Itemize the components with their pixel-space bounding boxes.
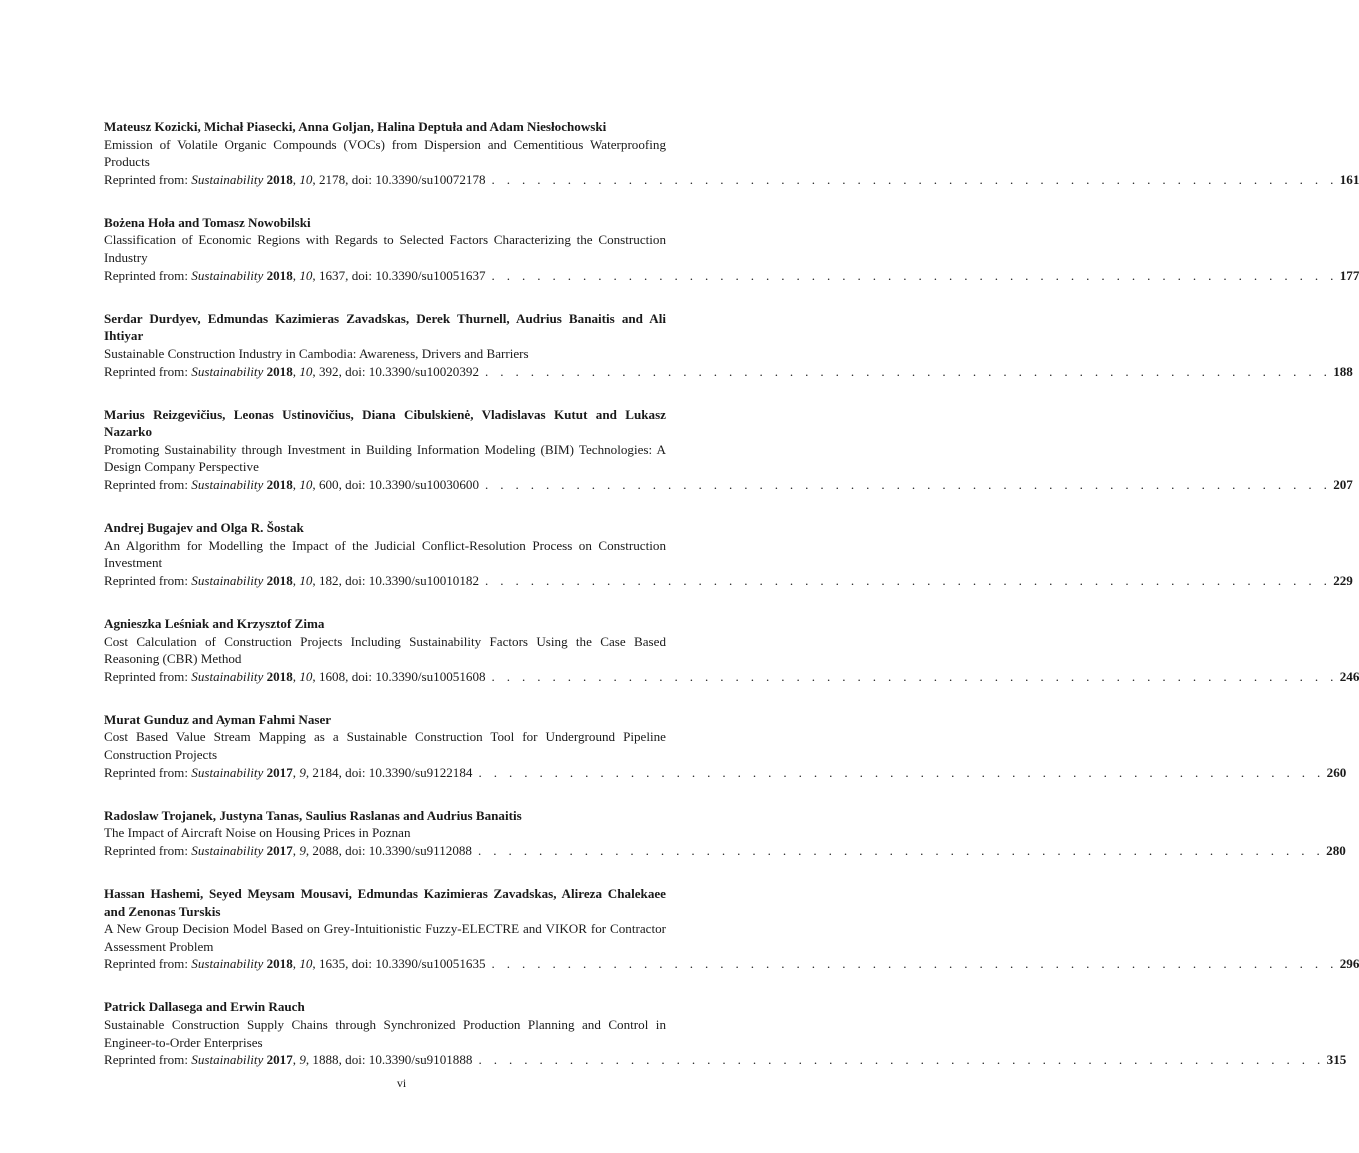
dot-leader: . . . . . . . . . . . . . . . . . . . . . . . . . . . . . . . . . . . . . . . . . . . . . . . . . . . . . . . .	[491, 956, 1338, 972]
journal-year: 2018	[266, 572, 293, 588]
journal-volume: 10	[299, 267, 313, 283]
toc-entry	[104, 118, 1359, 188]
journal-volume: 10	[299, 171, 313, 187]
page-number: vi	[396, 1076, 407, 1090]
journal-volume: 10	[299, 572, 313, 588]
reprint-prefix: Reprinted from:	[104, 668, 192, 684]
journal-name: Sustainability	[191, 477, 264, 492]
entry-page-number: 188	[1333, 363, 1353, 379]
table-of-contents	[104, 118, 1359, 1069]
entry-page-number: 229	[1333, 572, 1353, 588]
reprint-prefix: Reprinted from:	[104, 764, 192, 780]
entry-reprint-line: Reprinted from: Sustainability 2017, 9, 2184, doi: 10.3390/su9122184 . . . . . . . . . . . . . . . . . . . . . . . . . . . . . . . . . . . . . . . . . . . . . . . . . . . . . . . . 260	[104, 764, 1347, 780]
citation-details: , 1608, doi: 10.3390/su10051608	[312, 668, 486, 684]
journal-name: Sustainability	[191, 363, 264, 379]
toc-entry	[104, 310, 1353, 380]
dot-leader: . . . . . . . . . . . . . . . . . . . . . . . . . . . . . . . . . . . . . . . . . . . . . . . . . . . . . . . .	[485, 477, 1332, 492]
entry-authors: Murat Gunduz and Ayman Fahmi Naser	[104, 711, 332, 727]
dot-leader: . . . . . . . . . . . . . . . . . . . . . . . . . . . . . . . . . . . . . . . . . . . . . . . . . . . . . . . .	[491, 668, 1338, 684]
journal-volume: 10	[299, 956, 313, 972]
journal-volume: 9	[299, 842, 306, 858]
journal-name: Sustainability	[191, 267, 264, 283]
journal-name: Sustainability	[191, 842, 264, 858]
entry-authors: Hassan Hashemi, Seyed Meysam Mousavi, Edmundas Kazimieras Zavadskas, Alireza Chalekaee and Zenonas Turskis	[104, 886, 666, 919]
reprint-prefix: Reprinted from:	[104, 956, 192, 972]
entry-title: Sustainable Construction Industry in Cambodia: Awareness, Drivers and Barriers	[104, 345, 529, 361]
entry-page-number: 296	[1339, 956, 1359, 972]
citation-details: , 392, doi: 10.3390/su10020392	[312, 363, 479, 379]
journal-year: 2017	[266, 1052, 293, 1068]
journal-name: Sustainability	[191, 572, 264, 588]
entry-authors: Agnieszka Leśniak and Krzysztof Zima	[104, 615, 325, 631]
dot-leader: . . . . . . . . . . . . . . . . . . . . . . . . . . . . . . . . . . . . . . . . . . . . . . . . . . . . . . . .	[477, 842, 1325, 858]
entry-page-number: 315	[1326, 1052, 1347, 1068]
citation-details: , 600, doi: 10.3390/su10030600	[312, 477, 479, 492]
toc-entry	[104, 711, 1347, 781]
entry-reprint-line: Reprinted from: Sustainability 2018, 10, 1635, doi: 10.3390/su10051635 . . . . . . . . . . . . . . . . . . . . . . . . . . . . . . . . . . . . . . . . . . . . . . . . . . . . . . . . 296	[104, 956, 1359, 972]
reprint-prefix: Reprinted from:	[104, 842, 192, 858]
citation-details: , 2178, doi: 10.3390/su10072178	[312, 171, 486, 187]
journal-year: 2018	[266, 171, 293, 187]
journal-year: 2017	[266, 842, 293, 858]
entry-title: Sustainable Construction Supply Chains through Synchronized Production Planning and Control in Engineer-to-Order Enterprises	[104, 1017, 666, 1050]
dot-leader: . . . . . . . . . . . . . . . . . . . . . . . . . . . . . . . . . . . . . . . . . . . . . . . . . . . . . . . .	[491, 267, 1338, 283]
journal-year: 2018	[266, 267, 293, 283]
journal-name: Sustainability	[191, 668, 264, 684]
entry-reprint-line: Reprinted from: Sustainability 2018, 10, 392, doi: 10.3390/su10020392 . . . . . . . . . . . . . . . . . . . . . . . . . . . . . . . . . . . . . . . . . . . . . . . . . . . . . . . . 188	[104, 363, 1353, 379]
entry-title: A New Group Decision Model Based on Grey-Intuitionistic Fuzzy-ELECTRE and VIKOR for Contractor Assessment Problem	[104, 921, 666, 954]
entry-reprint-line: Reprinted from: Sustainability 2018, 10, 1608, doi: 10.3390/su10051608 . . . . . . . . . . . . . . . . . . . . . . . . . . . . . . . . . . . . . . . . . . . . . . . . . . . . . . . . 246	[104, 668, 1359, 684]
entry-page-number: 260	[1326, 764, 1347, 780]
reprint-prefix: Reprinted from:	[104, 171, 192, 187]
journal-year: 2018	[266, 477, 293, 492]
toc-entry	[104, 615, 1359, 685]
entry-title: Emission of Volatile Organic Compounds (VOCs) from Dispersion and Cementitious Waterproofing Products	[104, 136, 666, 170]
toc-entry	[104, 885, 1359, 973]
journal-name: Sustainability	[191, 764, 264, 780]
toc-entry	[104, 214, 1359, 284]
citation-details: , 1635, doi: 10.3390/su10051635	[312, 956, 486, 972]
entry-page-number: 280	[1326, 842, 1346, 858]
citation-details: , 182, doi: 10.3390/su10010182	[312, 572, 479, 588]
entry-authors: Patrick Dallasega and Erwin Rauch	[104, 999, 305, 1015]
citation-details: , 1888, doi: 10.3390/su9101888	[305, 1052, 473, 1068]
reprint-prefix: Reprinted from:	[104, 267, 192, 283]
entry-reprint-line: Reprinted from: Sustainability 2018, 10, 1637, doi: 10.3390/su10051637 . . . . . . . . . . . . . . . . . . . . . . . . . . . . . . . . . . . . . . . . . . . . . . . . . . . . . . . . 177	[104, 267, 1359, 283]
journal-year: 2017	[266, 764, 293, 780]
entry-authors: Mateusz Kozicki, Michał Piasecki, Anna Goljan, Halina Deptuła and Adam Niesłochowski	[104, 119, 607, 134]
toc-entry	[104, 519, 1353, 589]
entry-title: Classification of Economic Regions with Regards to Selected Factors Characterizing the Construction Industry	[104, 232, 666, 266]
dot-leader: . . . . . . . . . . . . . . . . . . . . . . . . . . . . . . . . . . . . . . . . . . . . . . . . . . . . . . . .	[491, 171, 1338, 187]
entry-reprint-line: Reprinted from: Sustainability 2017, 9, 2088, doi: 10.3390/su9112088 . . . . . . . . . . . . . . . . . . . . . . . . . . . . . . . . . . . . . . . . . . . . . . . . . . . . . . . . 280	[104, 842, 1346, 858]
entry-authors: Serdar Durdyev, Edmundas Kazimieras Zavadskas, Derek Thurnell, Audrius Banaitis and Ali Ihtiyar	[104, 310, 666, 344]
entry-reprint-line: Reprinted from: Sustainability 2018, 10, 600, doi: 10.3390/su10030600 . . . . . . . . . . . . . . . . . . . . . . . . . . . . . . . . . . . . . . . . . . . . . . . . . . . . . . . . 207	[104, 477, 1353, 492]
journal-volume: 9	[299, 764, 306, 780]
citation-details: , 1637, doi: 10.3390/su10051637	[312, 267, 486, 283]
entry-title: Promoting Sustainability through Investment in Building Information Modeling (BIM) Technologies: A Design Company Perspective	[104, 441, 666, 475]
dot-leader: . . . . . . . . . . . . . . . . . . . . . . . . . . . . . . . . . . . . . . . . . . . . . . . . . . . . . . . .	[485, 572, 1332, 588]
entry-title: Cost Based Value Stream Mapping as a Sustainable Construction Tool for Underground Pipeline Construction Projects	[104, 729, 666, 763]
entry-authors: Bożena Hoła and Tomasz Nowobilski	[104, 214, 311, 230]
toc-entry	[104, 807, 1346, 860]
entry-reprint-line: Reprinted from: Sustainability 2018, 10, 2178, doi: 10.3390/su10072178 . . . . . . . . . . . . . . . . . . . . . . . . . . . . . . . . . . . . . . . . . . . . . . . . . . . . . . . . 161	[104, 171, 1359, 187]
toc-entry	[104, 406, 1353, 494]
reprint-prefix: Reprinted from:	[104, 363, 192, 379]
journal-volume: 10	[299, 477, 313, 492]
journal-year: 2018	[266, 956, 293, 972]
entry-authors: Marius Reizgevičius, Leonas Ustinovičius, Diana Cibulskienė, Vladislavas Kutut and Lukasz Nazarko	[104, 406, 666, 440]
journal-volume: 9	[299, 1052, 306, 1068]
journal-name: Sustainability	[191, 171, 264, 187]
journal-year: 2018	[266, 363, 293, 379]
dot-leader: . . . . . . . . . . . . . . . . . . . . . . . . . . . . . . . . . . . . . . . . . . . . . . . . . . . . . . . .	[485, 363, 1332, 379]
entry-authors: Radoslaw Trojanek, Justyna Tanas, Saulius Raslanas and Audrius Banaitis	[104, 807, 522, 823]
journal-volume: 10	[299, 668, 313, 684]
toc-entry	[104, 998, 1347, 1068]
reprint-prefix: Reprinted from:	[104, 477, 192, 492]
reprint-prefix: Reprinted from:	[104, 1052, 192, 1068]
entry-title: The Impact of Aircraft Noise on Housing Prices in Poznan	[104, 825, 411, 841]
entry-title: Cost Calculation of Construction Projects Including Sustainability Factors Using the Case Based Reasoning (CBR) Method	[104, 633, 666, 667]
entry-page-number: 161	[1339, 171, 1359, 187]
journal-year: 2018	[266, 668, 293, 684]
entry-reprint-line: Reprinted from: Sustainability 2018, 10, 182, doi: 10.3390/su10010182 . . . . . . . . . . . . . . . . . . . . . . . . . . . . . . . . . . . . . . . . . . . . . . . . . . . . . . . . 229	[104, 572, 1353, 588]
entry-authors: Andrej Bugajev and Olga R. Šostak	[104, 520, 304, 536]
journal-volume: 10	[299, 363, 313, 379]
entry-title: An Algorithm for Modelling the Impact of the Judicial Conflict-Resolution Process on Construction Investment	[104, 537, 666, 571]
entry-page-number: 207	[1333, 477, 1353, 492]
dot-leader: . . . . . . . . . . . . . . . . . . . . . . . . . . . . . . . . . . . . . . . . . . . . . . . . . . . . . . . .	[478, 1052, 1325, 1068]
citation-details: , 2088, doi: 10.3390/su9112088	[305, 842, 472, 858]
journal-name: Sustainability	[191, 956, 264, 972]
dot-leader: . . . . . . . . . . . . . . . . . . . . . . . . . . . . . . . . . . . . . . . . . . . . . . . . . . . . . . . .	[478, 764, 1325, 780]
entry-reprint-line: Reprinted from: Sustainability 2017, 9, 1888, doi: 10.3390/su9101888 . . . . . . . . . . . . . . . . . . . . . . . . . . . . . . . . . . . . . . . . . . . . . . . . . . . . . . . . 315	[104, 1052, 1347, 1068]
citation-details: , 2184, doi: 10.3390/su9122184	[305, 764, 473, 780]
reprint-prefix: Reprinted from:	[104, 572, 192, 588]
journal-name: Sustainability	[191, 1052, 264, 1068]
entry-page-number: 246	[1339, 668, 1359, 684]
entry-page-number: 177	[1339, 267, 1359, 283]
